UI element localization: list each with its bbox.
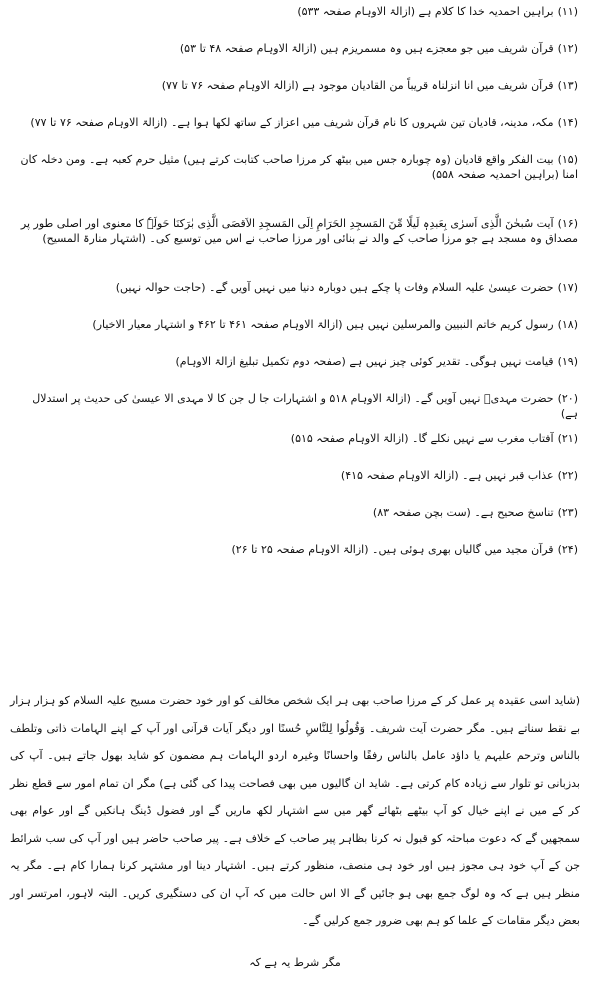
item-text: مکہ، مدینہ، قادیان تین شہروں کا نام قرآن شریف میں اعزاز کے ساتھ لکھا ہوا ہے۔ (ازالۃ الاوہام صفحہ ۷۶ تا ۷۷) xyxy=(30,116,554,129)
item-number: (۱۵) xyxy=(557,153,578,166)
list-item xyxy=(12,152,578,206)
list-item xyxy=(12,41,578,68)
list-item xyxy=(12,431,578,458)
item-text: عذاب قبر نہیں ہے۔ (ازالۃ الاوہام صفحہ ۴۱۵) xyxy=(340,469,554,482)
item-number: (۱۷) xyxy=(557,281,578,294)
item-number: (۲۱) xyxy=(557,432,578,445)
item-text: رسول کریم خاتم النبیین والمرسلین نہیں ہیں (ازالۃ الاوہام صفحہ ۴۶۱ تا ۴۶۲ و اشتہار معیار الاخیار) xyxy=(92,318,554,331)
item-number: (۱۱) xyxy=(557,5,578,18)
list-item xyxy=(12,505,578,532)
list-item xyxy=(12,78,578,105)
item-number: (۲۴) xyxy=(557,543,578,556)
item-number: (۱۶) xyxy=(557,217,578,230)
list-item xyxy=(12,317,578,344)
item-number: (۲۰) xyxy=(557,392,578,405)
item-number: (۱۳) xyxy=(557,79,578,92)
item-text: قرآن شریف میں جو معجزے ہیں وہ مسمریزم ہیں (ازالۃ الاوہام صفحہ ۴۸ تا ۵۳) xyxy=(179,42,554,55)
numbered-list xyxy=(12,4,578,579)
item-text: حضرت مہدیؑ نہیں آویں گے۔ (ازالۃ الاوہام ۵۱۸ و اشتہارات جا ل جن کا لا مہدی الا عیسیٰ کی حدیث پر استدلال ہے) xyxy=(32,392,578,420)
list-item xyxy=(12,216,578,270)
list-item xyxy=(12,354,578,381)
item-text: قیامت نہیں ہوگی۔ تقدیر کوئی چیز نہیں ہے (صفحہ دوم تکمیل تبلیغ ازالۃ الاوہام) xyxy=(175,355,554,368)
item-number: (۲۲) xyxy=(557,469,578,482)
item-number: (۲۳) xyxy=(557,506,578,519)
item-number: (۱۲) xyxy=(557,42,578,55)
item-text: قرآن مجید میں گالیاں بھری ہوئی ہیں۔ (ازالۃ الاوہام صفحہ ۲۵ تا ۲۶) xyxy=(231,543,554,556)
list-item xyxy=(12,4,578,31)
list-item xyxy=(12,542,578,569)
list-item xyxy=(12,280,578,307)
item-text: حضرت عیسیٰ علیہ السلام وفات پا چکے ہیں دوبارہ دنیا میں نہیں آویں گے۔ (حاجت حوالہ نہیں) xyxy=(115,281,554,294)
item-text: تناسخ صحیح ہے۔ (ست بچن صفحہ ۸۳) xyxy=(372,506,554,519)
item-number: (۱۸) xyxy=(557,318,578,331)
item-text: آیت سُبحٰنَ الَّذِی اَسرٰی بِعَبدِہٖ لَیلًا مِّنَ المَسجِدِ الحَرَامِ اِلَی المَسجِدِ الاَقصَی الَّذِی بٰرَکنَا حَولَہٗ کا معنوی اور اصلی طور پر مصداق وہ مسجد ہے جو مرزا صاحب کے والد نے بنائی اور مرزا صاحب نے اس میں توسیع کی۔ (اشتہار منارۃ المسیح) xyxy=(20,217,578,245)
list-item xyxy=(12,391,578,421)
item-text: آفتاب مغرب سے نہیں نکلے گا۔ (ازالۃ الاوہام صفحہ ۵۱۵) xyxy=(290,432,554,445)
list-item xyxy=(12,115,578,142)
body-paragraph: (شاید اسی عقیدہ پر عمل کر کے مرزا صاحب بھی ہر ایک شخص مخالف کو اور خود حضرت مسیح علیہ السلام کو ہزار ہزار بے نقط سناتے ہیں۔ مگر حضرت آیت شریف۔ وَقُولُوا لِلنَّاسِ حُسنًا اور دیگر آیات قرآنی اور آپ کے اپنے الہامات ذاتی وتلطف بالناس وترحم علیہم یا داؤد عامل بالناس رفقًا واحسانًا وغیرہ اردو الہامات ہم مضمون کو شاید بھول جاتے ہیں۔ آپ کی بدزبانی تو تلوار سے زیادہ کام کرتی ہے۔ شاید ان گالیوں میں بھی فصاحت پیدا کی گئی ہے) مگر ان تمام امور سے قطع نظر کر کے میں نے اپنے خیال کو آپ بیٹھے بٹھائے گھر میں سے اشتہار لکھ ماریں گے اور فضول ڈینگ ہانکیں گے اور عوام بھی سمجھیں گے کہ دعوت مباحثہ کو قبول نہ کرنا بظاہر پیر صاحب کے خلاف ہے۔ پیر صاحب حاضر ہیں اور آپ کی سب شرائط جن کے آپ خود ہی مجوز ہیں اور خود ہی منصف، منظور کرتے ہیں۔ اشتہار دینا اور مشتہر کرنا ہمارا کام ہے۔ مگر یہ منظر ہیں ہے کہ وہ لوگ جمع بھی ہو جائیں گے الا اس حالت میں کہ آپ ان کی دستگیری کریں۔ البتہ لاہور، امرتسر اور بعض دیگر مقامات کے علما کو ہم بھی ضرور جمع کرلیں گے۔ xyxy=(10,694,580,927)
footer-line: مگر شرط یہ ہے کہ xyxy=(249,956,341,969)
list-item xyxy=(12,468,578,495)
item-text: قرآن شریف میں انا انزلناہ قریباً من القادیان موجود ہے (ازالۃ الاوہام صفحہ ۷۶ تا ۷۷) xyxy=(161,79,554,92)
item-text: بیت الفکر واقع قادیان (وہ چوبارہ جس میں بیٹھ کر مرزا صاحب کتابت کرتے ہیں) مثیل حرم کعبہ ہے۔ ومن دخلہ کان امنا (براہین احمدیہ صفحہ ۵۵۸) xyxy=(20,153,578,181)
item-number: (۱۹) xyxy=(557,355,578,368)
item-number: (۱۴) xyxy=(557,116,578,129)
item-text: براہین احمدیہ خدا کا کلام ہے (ازالۃ الاوہام صفحہ ۵۳۳) xyxy=(297,5,554,18)
